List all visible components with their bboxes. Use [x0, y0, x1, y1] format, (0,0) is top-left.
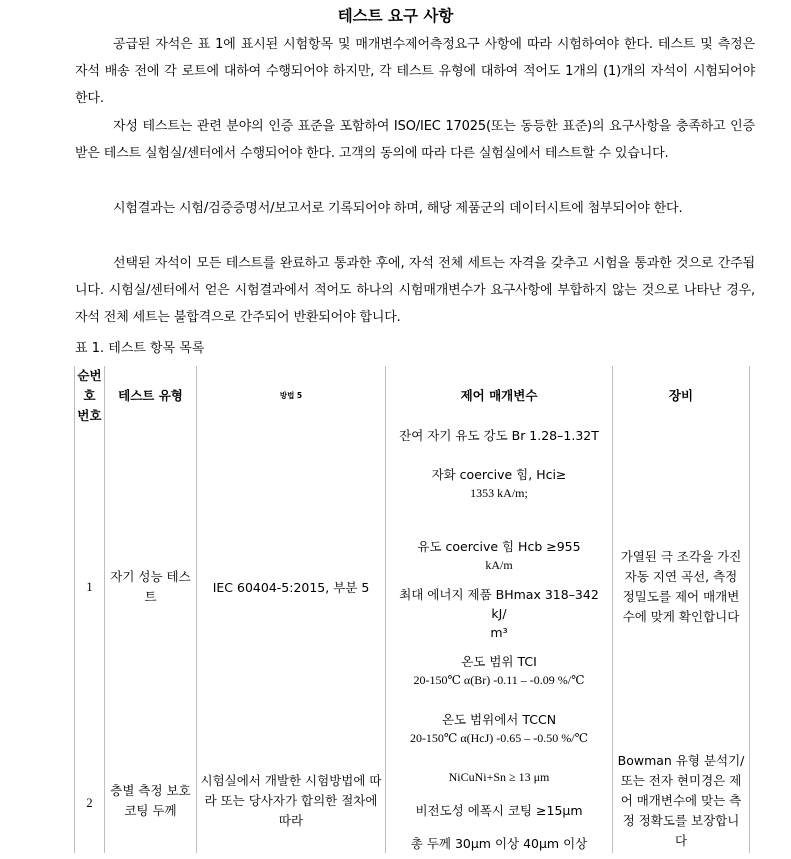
row-test-type: 자기 성능 테스트 — [105, 426, 197, 748]
row-equipment: Bowman 유형 분석기/또는 전자 현미경은 제어 매개변수에 맞는 측정 정확도를 보장합니다 — [613, 748, 750, 853]
row-number: 1 — [75, 426, 105, 748]
header-sequence-number: 순번 호 번호 — [75, 366, 105, 426]
paragraph-lab-requirements: 자성 테스트는 관련 분야의 인증 표준을 포함하여 ISO/IEC 17025(또는 동등한 표준)의 요구사항을 충족하고 인증받은 테스트 실험실/센터에서 수행되어야 한다. 고객의 동의에 따라 다른 실험실에서 테스트할 수 있습니다. — [75, 119, 755, 161]
param-hci-value: 1353 kA/m; — [470, 486, 528, 500]
row-test-type: 층별 측정 보호 코팅 두께 — [105, 748, 197, 853]
row-method: 시험실에서 개발한 시험방법에 따라 또는 당사자가 합의한 절차에 따라 — [197, 748, 386, 853]
table-header-row — [75, 366, 750, 426]
test-items-table — [74, 366, 750, 853]
param-hci: 자화 coercive 힘, Hci≥ — [431, 467, 567, 482]
table-row — [75, 748, 750, 853]
table-caption: 표 1. 테스트 항목 목록 — [75, 341, 205, 356]
header-control-parameters: 제어 매개변수 — [386, 366, 613, 426]
table-row — [75, 426, 750, 748]
param-epoxy: 비전도성 에폭시 코팅 ≥15μm — [415, 803, 583, 818]
page-title: 테스트 요구 사항 — [337, 7, 454, 25]
row-method: IEC 60404-5:2015, 부분 5 — [197, 426, 386, 748]
param-tci-value: 20-150℃ α(Br) -0.11 – -0.09 %/℃ — [413, 673, 585, 687]
row-control-parameters — [386, 426, 613, 748]
param-hcb: 유도 coercive 힘 Hcb ≥955 — [417, 539, 581, 554]
param-tccn: 온도 범위에서 TCCN — [441, 712, 557, 727]
header-equipment: 장비 — [613, 366, 750, 426]
row-number: 2 — [75, 748, 105, 853]
row-equipment: 가열된 극 조각을 가진 자동 지연 곡선, 측정 정밀도를 제어 매개변수에 맞게 확인합니다 — [613, 426, 750, 748]
param-nicuni: NiCuNi+Sn ≥ 13 μm — [448, 770, 550, 784]
header-test-type: 테스트 유형 — [105, 366, 197, 426]
param-bhmax-unit: m³ — [490, 625, 508, 640]
header-method: 방법 5 — [197, 366, 386, 426]
param-tccn-value: 20-150℃ α(HcJ) -0.65 – -0.50 %/℃ — [409, 731, 589, 745]
paragraph-result-records: 시험결과는 시험/검증증명서/보고서로 기록되어야 하며, 해당 제품군의 데이터시트에 첨부되어야 한다. — [113, 201, 683, 216]
param-hcb-unit: kA/m — [485, 558, 513, 572]
row-control-parameters — [386, 748, 613, 853]
param-tci: 온도 범위 TCI — [461, 654, 537, 669]
param-bhmax: 최대 에너지 제품 BHmax 318–342 kJ/ — [399, 587, 599, 621]
param-br: 잔여 자기 유도 강도 Br 1.28–1.32T — [399, 428, 599, 443]
paragraph-testing-scope: 공급된 자석은 표 1에 표시된 시험항목 및 매개변수제어측정요구 사항에 따라 시험하여야 한다. 테스트 및 측정은 자석 배송 전에 각 로트에 대하여 수행되어야 하지만, 각 테스트 유형에 대하여 적어도 1개의 (1)개의 자석이 시험되어야 한다. — [75, 37, 755, 106]
param-total-thickness: 총 두께 30μm 이상 40μm 이상 — [410, 836, 588, 851]
paragraph-acceptance-criteria: 선택된 자석이 모든 테스트를 완료하고 통과한 후에, 자석 전체 세트는 자격을 갖추고 시험을 통과한 것으로 간주됩니다. 시험실/센터에서 얻은 시험결과에서 적어도 하나의 시험매개변수가 요구사항에 부합하지 않는 것으로 나타난 경우, 자석 전체 세트는 불합격으로 간주되어 반환되어야 합니다. — [75, 256, 755, 325]
